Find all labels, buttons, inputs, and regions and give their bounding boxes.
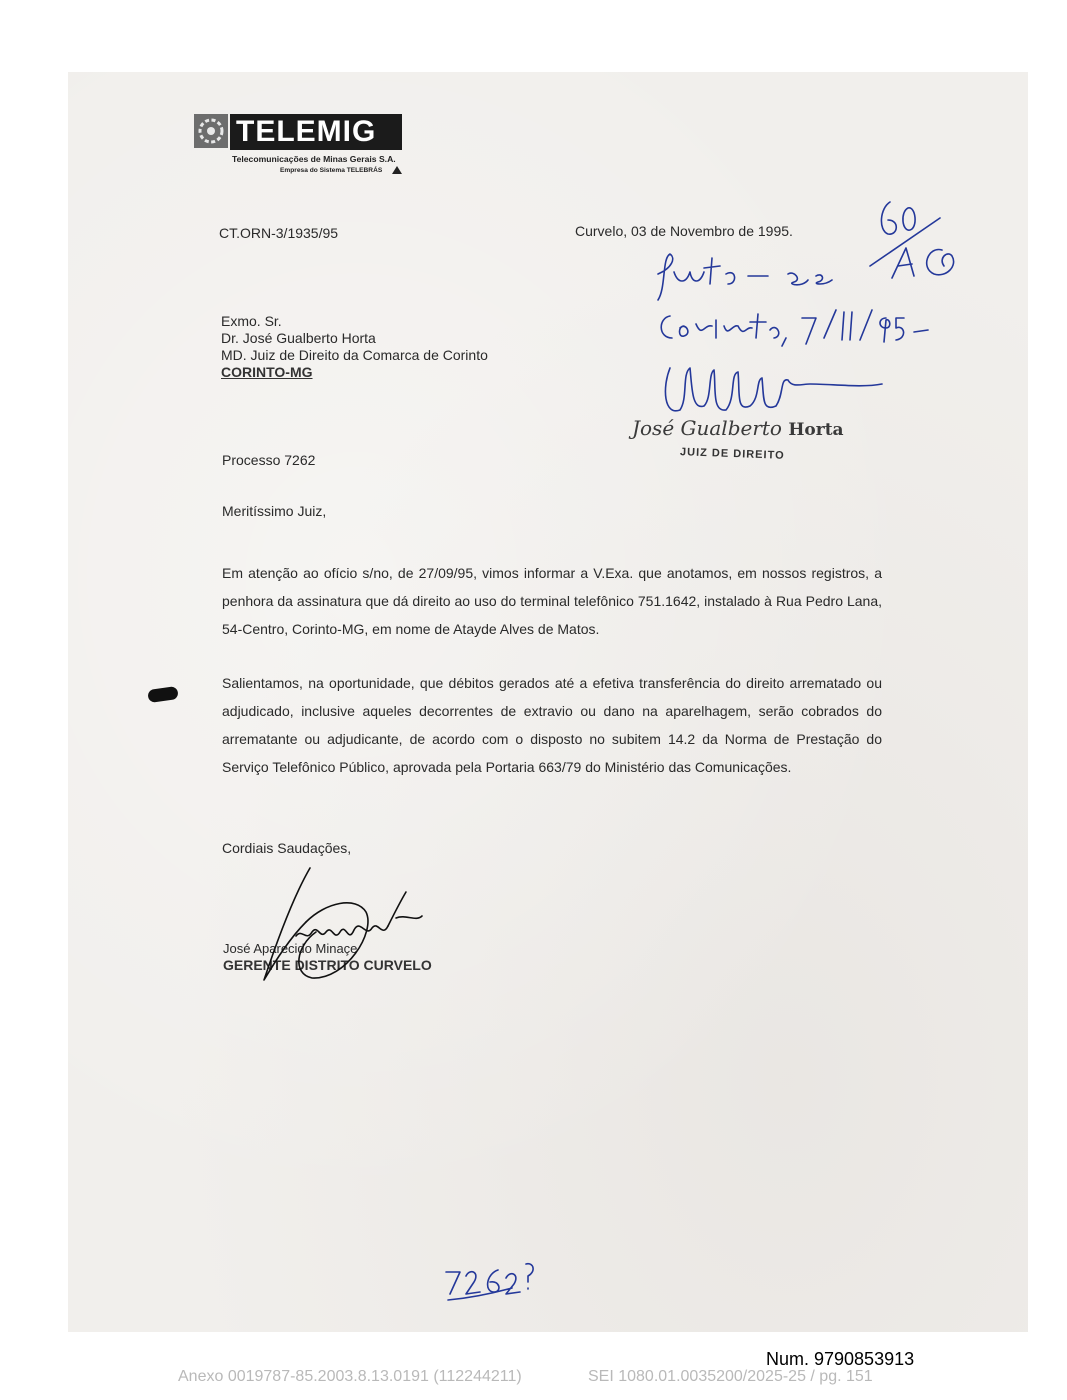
signer-name: José Aparecido Minaçe	[223, 941, 358, 956]
letter-date: Curvelo, 03 de Novembro de 1995.	[575, 223, 793, 239]
judge-stamp-role: JUIZ DE DIREITO	[679, 446, 785, 462]
addressee-block	[221, 313, 488, 381]
signer-signature	[236, 862, 436, 992]
judge-stamp-first-names: José Gualberto	[632, 416, 782, 440]
telemig-emblem-icon	[194, 114, 228, 148]
logo-wordmark: TELEMIG	[230, 114, 402, 150]
greeting: Meritíssimo Juiz,	[222, 503, 327, 519]
letter-reference: CT.ORN-3/1935/95	[219, 225, 339, 241]
logo-group: Empresa do Sistema TELEBRÁS	[280, 167, 383, 174]
addressee-name: Dr. José Gualberto Horta	[221, 330, 376, 346]
sei-reference: SEI 1080.01.0035200/2025-25 / pg. 151	[588, 1368, 873, 1385]
process-number: Processo 7262	[222, 452, 316, 468]
judge-handwritten-dispatch	[652, 188, 972, 428]
annex-reference: Anexo 0019787-85.2003.8.13.0191 (112244211)	[178, 1368, 522, 1385]
telemig-logo	[194, 114, 406, 178]
addressee-city: CORINTO-MG	[221, 364, 313, 380]
judge-stamp-name	[632, 416, 844, 440]
document-number: Num. 9790853913	[766, 1349, 915, 1369]
signer-role: GERENTE DISTRITO CURVELO	[223, 957, 432, 973]
bottom-handwritten-note	[440, 1258, 540, 1308]
closing: Cordiais Saudações,	[222, 840, 352, 856]
logo-subtitle: Telecomunicações de Minas Gerais S.A.	[232, 154, 396, 164]
body-paragraph-2: Salientamos, na oportunidade, que débitos gerados até a efetiva transferência do direito arrematado ou adjudicado, inclusive aqueles decorrentes de extravio ou dano na aparelhagem, serão cobrados do arrematante ou adjudicante, de acordo com o disposto no subitem 14.2 da Norma de Prestação do Serviço Telefônico Público, aprovada pela Portaria 663/79 do Ministério das Comunicações.	[222, 675, 882, 775]
body-paragraph-1: Em atenção ao ofício s/no, de 27/09/95, vimos informar a V.Exa. que anotamos, em nossos registros, a penhora da assinatura que dá direito ao uso do terminal telefônico 751.1642, instalado à Rua Pedro Lana, 54-Centro, Corinto-MG, em nome de Atayde Alves de Matos.	[222, 565, 882, 637]
telebras-icon	[392, 166, 402, 174]
judge-stamp-last-name: Horta	[788, 420, 844, 440]
addressee-title: MD. Juiz de Direito da Comarca de Corinto	[221, 347, 488, 363]
addressee-salutation: Exmo. Sr.	[221, 313, 282, 329]
